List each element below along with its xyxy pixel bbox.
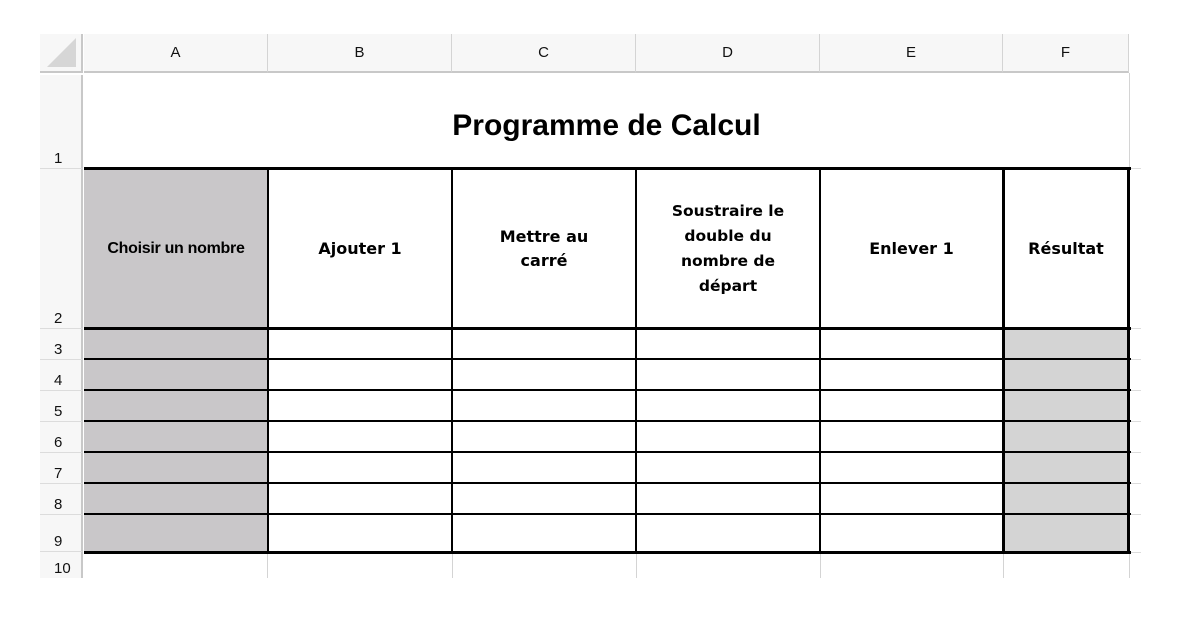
cell-c4[interactable] xyxy=(452,360,636,391)
border-line xyxy=(635,168,637,553)
column-label: C xyxy=(538,44,549,61)
row-label: 6 xyxy=(54,434,63,451)
title-cell[interactable] xyxy=(84,73,1129,168)
header-text: Enlever 1 xyxy=(869,239,954,258)
row-label: 4 xyxy=(54,372,63,389)
row-header-7[interactable] xyxy=(40,453,83,484)
select-all-triangle-icon xyxy=(47,38,76,67)
border-line xyxy=(84,327,1131,330)
row-header-8[interactable] xyxy=(40,484,83,515)
header-text: Résultat xyxy=(1028,239,1104,258)
column-label: A xyxy=(170,44,181,61)
cell-e7[interactable] xyxy=(820,453,1003,484)
row-label: 3 xyxy=(54,341,63,358)
border-line xyxy=(267,168,269,553)
row-header-6[interactable] xyxy=(40,422,83,453)
cell-c5[interactable] xyxy=(452,391,636,422)
cell-b7[interactable] xyxy=(268,453,452,484)
header-text: Mettre au carré xyxy=(499,227,589,270)
cell-a6[interactable] xyxy=(84,422,268,453)
cell-f4[interactable] xyxy=(1003,360,1129,391)
border-line xyxy=(451,168,453,553)
border-line xyxy=(84,167,1131,170)
cell-b9[interactable] xyxy=(268,515,452,548)
border-line xyxy=(84,482,1131,484)
cell-f5[interactable] xyxy=(1003,391,1129,422)
column-header-a[interactable] xyxy=(84,34,268,73)
header-text: Soustraire le double du nombre de départ xyxy=(671,202,785,295)
cell-b6[interactable] xyxy=(268,422,452,453)
title-text: Programme de Calcul xyxy=(452,108,761,142)
cell-d4[interactable] xyxy=(636,360,820,391)
cell-c6[interactable] xyxy=(452,422,636,453)
row-header-2[interactable] xyxy=(40,169,83,329)
cell-d9[interactable] xyxy=(636,515,820,548)
column-label: E xyxy=(905,44,916,61)
cell-c9[interactable] xyxy=(452,515,636,548)
border-line xyxy=(84,451,1131,453)
gridline xyxy=(820,552,821,578)
row-header-5[interactable] xyxy=(40,391,83,422)
cell-f6[interactable] xyxy=(1003,422,1129,453)
row-label: 9 xyxy=(54,533,63,550)
column-header-b[interactable] xyxy=(268,34,452,73)
column-header-e[interactable] xyxy=(820,34,1003,73)
row-header-1[interactable] xyxy=(40,75,83,169)
cell-f8[interactable] xyxy=(1003,484,1129,515)
header-cell-soustraire[interactable] xyxy=(636,170,820,328)
gridline xyxy=(636,552,637,578)
header-cell-enlever[interactable] xyxy=(820,170,1003,328)
column-label: F xyxy=(1060,44,1071,61)
header-cell-resultat[interactable] xyxy=(1003,170,1129,328)
cell-b8[interactable] xyxy=(268,484,452,515)
header-cell-carre[interactable] xyxy=(452,170,636,328)
cell-a7[interactable] xyxy=(84,453,268,484)
cell-f3[interactable] xyxy=(1003,329,1129,360)
row-label: 2 xyxy=(54,310,63,327)
header-cell-choisir[interactable] xyxy=(84,170,268,328)
column-header-c[interactable] xyxy=(452,34,636,73)
cell-b4[interactable] xyxy=(268,360,452,391)
cell-a5[interactable] xyxy=(84,391,268,422)
cell-d8[interactable] xyxy=(636,484,820,515)
cell-f7[interactable] xyxy=(1003,453,1129,484)
row-header-9[interactable] xyxy=(40,515,83,552)
cell-a8[interactable] xyxy=(84,484,268,515)
row-header-10[interactable] xyxy=(40,552,83,578)
data-grid xyxy=(84,329,1129,552)
border-line xyxy=(84,358,1131,360)
cell-d3[interactable] xyxy=(636,329,820,360)
row-label: 5 xyxy=(54,403,63,420)
cell-e5[interactable] xyxy=(820,391,1003,422)
cell-d5[interactable] xyxy=(636,391,820,422)
row-label: 7 xyxy=(54,465,63,482)
border-line xyxy=(84,420,1131,422)
header-text: Choisir un nombre xyxy=(107,240,245,257)
cell-e4[interactable] xyxy=(820,360,1003,391)
cell-c8[interactable] xyxy=(452,484,636,515)
cell-e3[interactable] xyxy=(820,329,1003,360)
cell-e8[interactable] xyxy=(820,484,1003,515)
row-header-4[interactable] xyxy=(40,360,83,391)
cell-d7[interactable] xyxy=(636,453,820,484)
column-header-f[interactable] xyxy=(1003,34,1129,73)
cell-f9[interactable] xyxy=(1003,515,1129,548)
header-cell-ajouter[interactable] xyxy=(268,170,452,328)
cell-e6[interactable] xyxy=(820,422,1003,453)
row-label: 8 xyxy=(54,496,63,513)
cell-b3[interactable] xyxy=(268,329,452,360)
border-line xyxy=(819,168,821,553)
header-text: Ajouter 1 xyxy=(318,239,402,258)
row-label: 10 xyxy=(54,560,71,577)
gridline xyxy=(1003,552,1004,578)
border-line xyxy=(84,389,1131,391)
cell-d6[interactable] xyxy=(636,422,820,453)
column-header-d[interactable] xyxy=(636,34,820,73)
column-label: D xyxy=(722,44,733,61)
row-header-3[interactable] xyxy=(40,329,83,360)
cell-c7[interactable] xyxy=(452,453,636,484)
cell-e9[interactable] xyxy=(820,515,1003,548)
border-line xyxy=(84,513,1131,515)
row-label: 1 xyxy=(54,150,63,167)
column-label: B xyxy=(354,44,365,61)
cell-a4[interactable] xyxy=(84,360,268,391)
select-all-corner[interactable] xyxy=(40,34,83,73)
cell-a9[interactable] xyxy=(84,515,268,548)
gridline xyxy=(452,552,453,578)
border-line xyxy=(1002,168,1005,553)
border-line xyxy=(1127,168,1130,554)
border-line xyxy=(84,551,1131,554)
cell-c3[interactable] xyxy=(452,329,636,360)
gridline xyxy=(267,552,268,578)
cell-b5[interactable] xyxy=(268,391,452,422)
cell-a3[interactable] xyxy=(84,329,268,360)
